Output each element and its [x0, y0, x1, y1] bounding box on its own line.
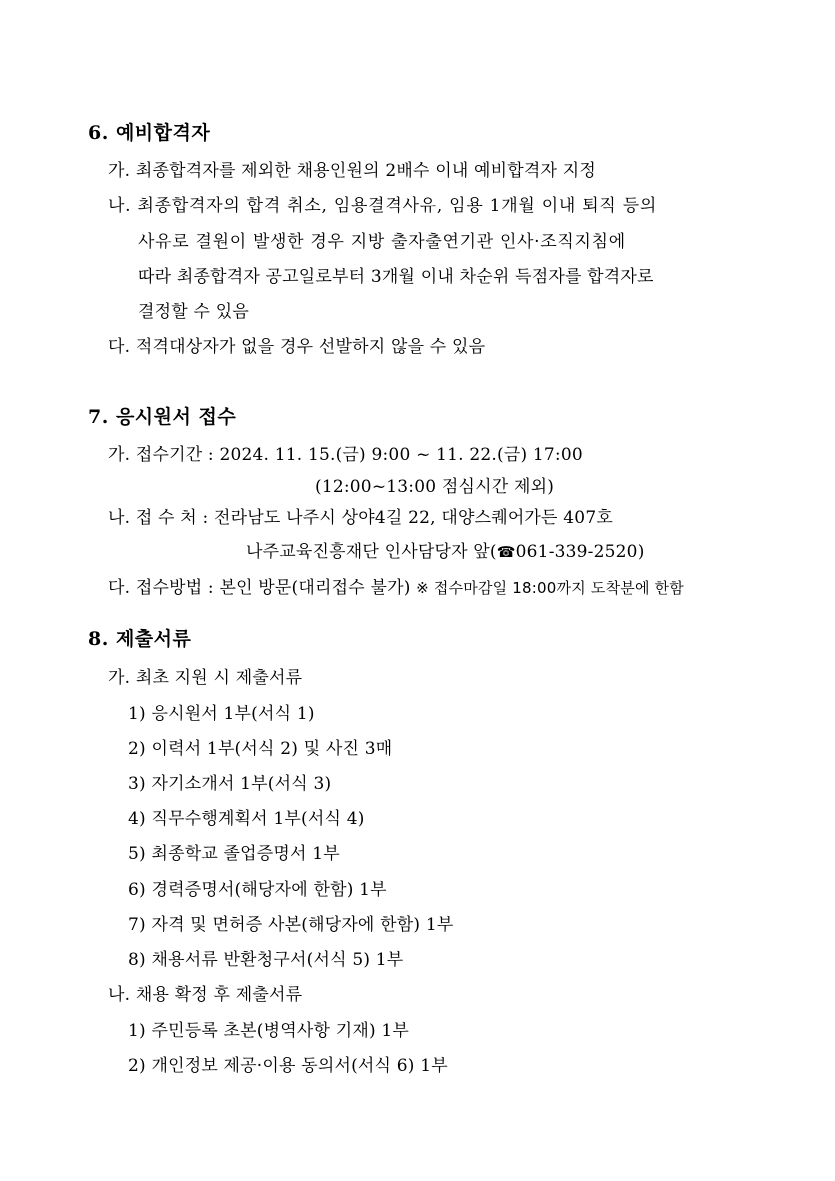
doc-list-item: 1) 주민등록 초본(병역사항 기재) 1부 [128, 1021, 410, 1041]
section-6-item-da: 다. 적격대상자가 없을 경우 선발하지 않을 수 있음 [108, 337, 486, 357]
section-7-item-ga: 가. 접수기간 : 2024. 11. 15.(금) 9:00 ~ 11. 22.(금) 17:00 [108, 445, 583, 465]
section-title-7: 7. 응시원서 접수 [88, 406, 237, 428]
section-8-item-ga: 가. 최초 지원 시 제출서류 [108, 668, 303, 688]
method-text: 다. 접수방법 : 본인 방문(대리접수 불가) [108, 578, 417, 598]
recipient-text: 나주교육진흥재단 인사담당자 앞( [246, 542, 497, 562]
section-title-6: 6. 예비합격자 [88, 122, 211, 144]
section-7-item-na-cont [246, 537, 645, 562]
section-title-8: 8. 제출서류 [88, 628, 192, 650]
doc-list-item: 8) 채용서류 반환청구서(서식 5) 1부 [128, 950, 404, 970]
doc-list-item: 7) 자격 및 면허증 사본(해당자에 한함) 1부 [128, 915, 454, 935]
section-6-item-na-cont-1: 사유로 결원이 발생한 경우 지방 출자출연기관 인사·조직지침에 [138, 232, 626, 252]
section-6-item-na-cont-3: 결정할 수 있음 [138, 302, 249, 322]
doc-list-item: 4) 직무수행계획서 1부(서식 4) [128, 809, 365, 829]
deadline-note: ※ 접수마감일 18:00까지 도착분에 한함 [416, 579, 684, 597]
section-6-item-na-cont-2: 따라 최종합격자 공고일로부터 3개월 이내 차순위 득점자를 합격자로 [138, 267, 654, 287]
phone-number: 061-339-2520) [515, 542, 645, 562]
doc-list-item: 5) 최종학교 졸업증명서 1부 [128, 844, 340, 864]
phone-icon: ☎ [496, 543, 516, 561]
doc-list-item: 2) 이력서 1부(서식 2) 및 사진 3매 [128, 739, 393, 759]
section-7-item-da [108, 573, 684, 598]
doc-list-item: 6) 경력증명서(해당자에 한함) 1부 [128, 880, 387, 900]
section-7-item-na: 나. 접 수 처 : 전라남도 나주시 상야4길 22, 대양스퀘어가든 407호 [108, 508, 613, 528]
section-6-item-na: 나. 최종합격자의 합격 취소, 임용결격사유, 임용 1개월 이내 퇴직 등의 [108, 196, 658, 216]
section-6-item-ga: 가. 최종합격자를 제외한 채용인원의 2배수 이내 예비합격자 지정 [108, 161, 597, 181]
doc-list-item: 2) 개인정보 제공·이용 동의서(서식 6) 1부 [128, 1056, 448, 1076]
section-8-item-na: 나. 채용 확정 후 제출서류 [108, 985, 303, 1005]
doc-list-item: 3) 자기소개서 1부(서식 3) [128, 774, 332, 794]
doc-list-item: 1) 응시원서 1부(서식 1) [128, 704, 315, 724]
section-7-item-ga-cont: (12:00~13:00 점심시간 제외) [315, 477, 555, 497]
